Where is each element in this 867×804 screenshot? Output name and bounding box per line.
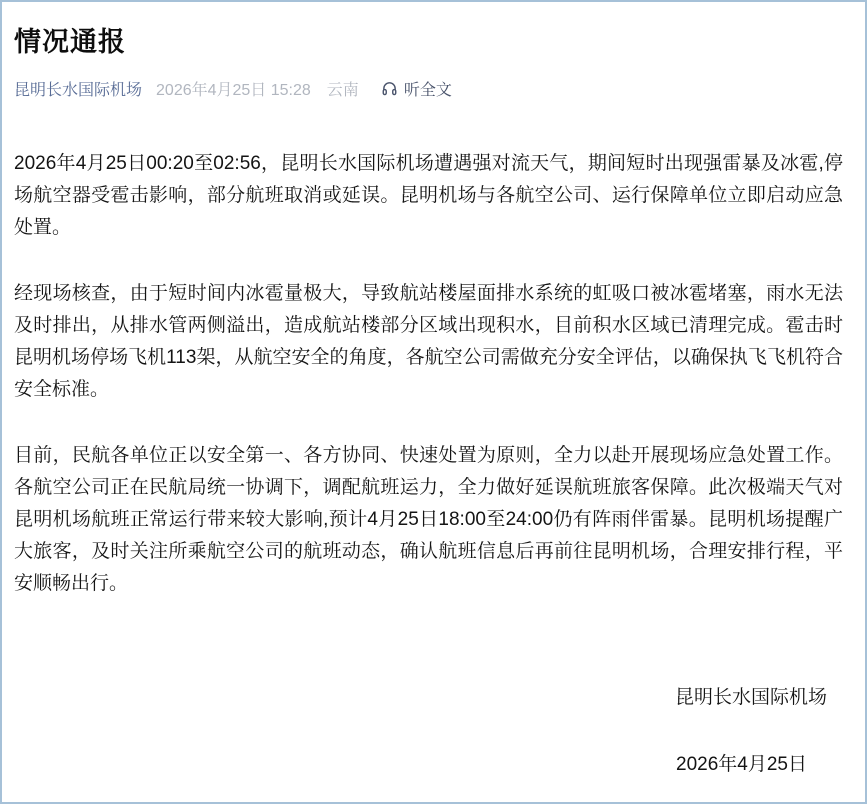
- article-paragraph: 目前，民航各单位正以安全第一、各方协同、快速处置为原则，全力以赴开展现场应急处置工作。各航空公司正在民航局统一协调下，调配航班运力，全力做好延误航班旅客保障。此次极端天气对昆明机场航班正常运行带来较大影响,预计4月25日18:00至24:00仍有阵雨伴雷暴。昆明机场提醒广大旅客，及时关注所乘航空公司的航班动态，确认航班信息后再前往昆明机场，合理安排行程，平安顺畅出行。: [14, 445, 843, 594]
- article-title: 情况通报: [14, 27, 126, 57]
- signature-date: 2026年4月25日: [676, 754, 807, 775]
- publish-datetime: 2026年4月25日 15:28: [156, 82, 311, 99]
- listen-full-text-button[interactable]: [381, 77, 452, 100]
- article-meta-row: [14, 77, 843, 100]
- publish-location: 云南: [326, 82, 359, 99]
- headphone-icon: [381, 80, 398, 97]
- account-name-link[interactable]: 昆明长水国际机场: [14, 82, 143, 99]
- signature-name: 昆明长水国际机场: [674, 687, 827, 708]
- listen-full-text-label: 听全文: [403, 82, 452, 99]
- signature-block: [14, 682, 843, 776]
- article-body: [14, 148, 843, 600]
- article-paragraph: 2026年4月25日00:20至02:56，昆明长水国际机场遭遇强对流天气，期间短时出现强雷暴及冰雹,停场航空器受雹击影响，部分航班取消或延误。昆明机场与各航空公司、运行保障单位立即启动应急处置。: [14, 153, 843, 238]
- article-paragraph: 经现场核查，由于短时间内冰雹量极大，导致航站楼屋面排水系统的虹吸口被冰雹堵塞，雨水无法及时排出，从排水管两侧溢出，造成航站楼部分区域出现积水，目前积水区域已清理完成。雹击时昆明机场停场飞机113架，从航空安全的角度，各航空公司需做充分安全评估，以确保执飞飞机符合安全标准。: [14, 283, 843, 400]
